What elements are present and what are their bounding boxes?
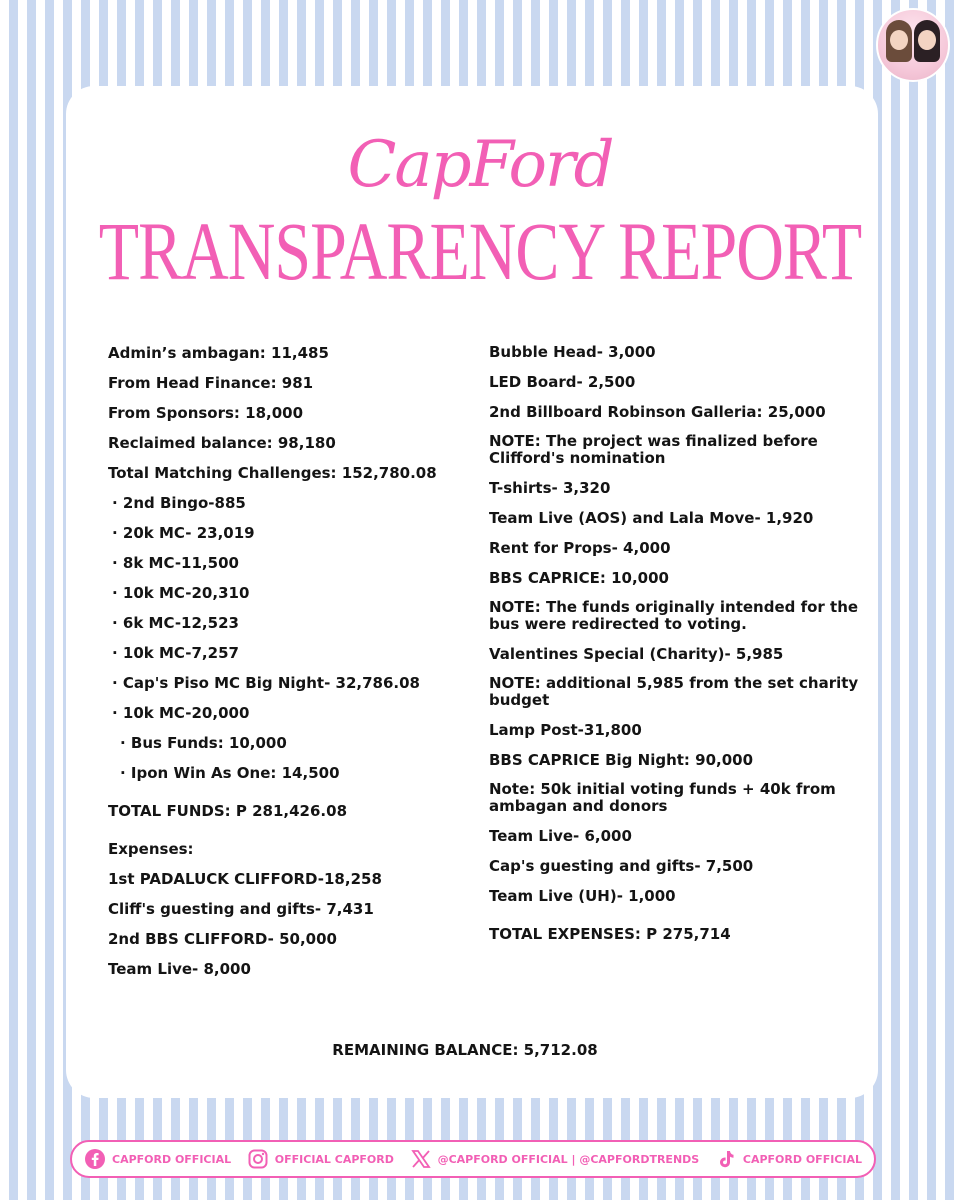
expenses-heading: Expenses: [108, 840, 194, 858]
expense-item: BBS CAPRICE: 10,000 [489, 569, 669, 587]
sub-fund-item: · Ipon Win As One: 14,500 [120, 764, 340, 782]
x-link[interactable] [410, 1148, 700, 1170]
expense-item: 1st PADALUCK CLIFFORD-18,258 [108, 870, 382, 888]
facebook-label: CAPFORD OFFICIAL [112, 1152, 232, 1166]
expense-item: Cliff's guesting and gifts- 7,431 [108, 900, 374, 918]
page-title: TRANSPARENCY REPORT [98, 206, 862, 298]
x-icon [410, 1148, 432, 1170]
fund-item: From Sponsors: 18,000 [108, 404, 304, 422]
expense-item: Cap's guesting and gifts- 7,500 [489, 857, 754, 875]
remaining-balance: REMAINING BALANCE: 5,712.08 [332, 1041, 598, 1059]
matching-challenge-item: · 20k MC- 23,019 [112, 524, 255, 542]
expense-item: Team Live- 6,000 [489, 827, 632, 845]
expense-item: Bubble Head- 3,000 [489, 343, 656, 361]
expenses-column [489, 343, 859, 955]
expense-note: NOTE: additional 5,985 from the set charity budget [489, 674, 859, 709]
fund-item: Admin’s ambagan: 11,485 [108, 344, 329, 362]
total-funds: TOTAL FUNDS: P 281,426.08 [108, 802, 348, 820]
fund-item: Reclaimed balance: 98,180 [108, 434, 336, 452]
matching-challenge-item: · 10k MC-7,257 [112, 644, 239, 662]
instagram-label: OFFICIAL CAPFORD [274, 1152, 394, 1166]
expense-item: Team Live (AOS) and Lala Move- 1,920 [489, 509, 814, 527]
script-title: CapFord [347, 128, 613, 202]
funds-column [108, 344, 468, 990]
expense-item: Team Live- 8,000 [108, 960, 251, 978]
tiktok-link[interactable] [715, 1148, 862, 1170]
fund-item: From Head Finance: 981 [108, 374, 314, 392]
expense-note: NOTE: The project was finalized before Clifford's nomination [489, 432, 818, 467]
facebook-link[interactable] [84, 1148, 231, 1170]
matching-challenge-item: · Cap's Piso MC Big Night- 32,786.08 [112, 674, 420, 692]
expense-item: 2nd Billboard Robinson Galleria: 25,000 [489, 403, 826, 421]
avatar-face-left [890, 30, 908, 50]
expense-note: NOTE: The funds originally intended for the bus were redirected to voting. [489, 598, 859, 633]
expense-note: Note: 50k initial voting funds + 40k from ambagan and donors [489, 780, 836, 815]
expense-item: T-shirts- 3,320 [489, 479, 611, 497]
expense-item: Lamp Post-31,800 [489, 721, 642, 739]
social-footer [70, 1140, 876, 1178]
expense-item: Rent for Props- 4,000 [489, 539, 671, 557]
tiktok-icon [715, 1148, 737, 1170]
matching-challenge-item: · 10k MC-20,000 [112, 704, 250, 722]
matching-challenge-item: · 10k MC-20,310 [112, 584, 250, 602]
matching-challenge-item: · 2nd Bingo-885 [112, 494, 246, 512]
tiktok-label: CAPFORD OFFICIAL [742, 1152, 862, 1166]
expense-item: Team Live (UH)- 1,000 [489, 887, 676, 905]
matching-challenge-item: · 6k MC-12,523 [112, 614, 239, 632]
facebook-icon [84, 1148, 106, 1170]
instagram-link[interactable] [247, 1148, 394, 1170]
expense-item: BBS CAPRICE Big Night: 90,000 [489, 751, 754, 769]
expense-item: 2nd BBS CLIFFORD- 50,000 [108, 930, 337, 948]
profile-avatar [876, 8, 950, 82]
instagram-icon [247, 1148, 269, 1170]
sub-fund-item: · Bus Funds: 10,000 [120, 734, 287, 752]
matching-challenge-item: · 8k MC-11,500 [112, 554, 239, 572]
fund-item: Total Matching Challenges: 152,780.08 [108, 464, 437, 482]
expense-item: LED Board- 2,500 [489, 373, 636, 391]
avatar-face-right [918, 30, 936, 50]
expense-item: Valentines Special (Charity)- 5,985 [489, 645, 784, 663]
total-expenses: TOTAL EXPENSES: P 275,714 [489, 925, 731, 943]
x-label: @CAPFORD OFFICIAL | @CAPFORDTRENDS [437, 1152, 700, 1166]
